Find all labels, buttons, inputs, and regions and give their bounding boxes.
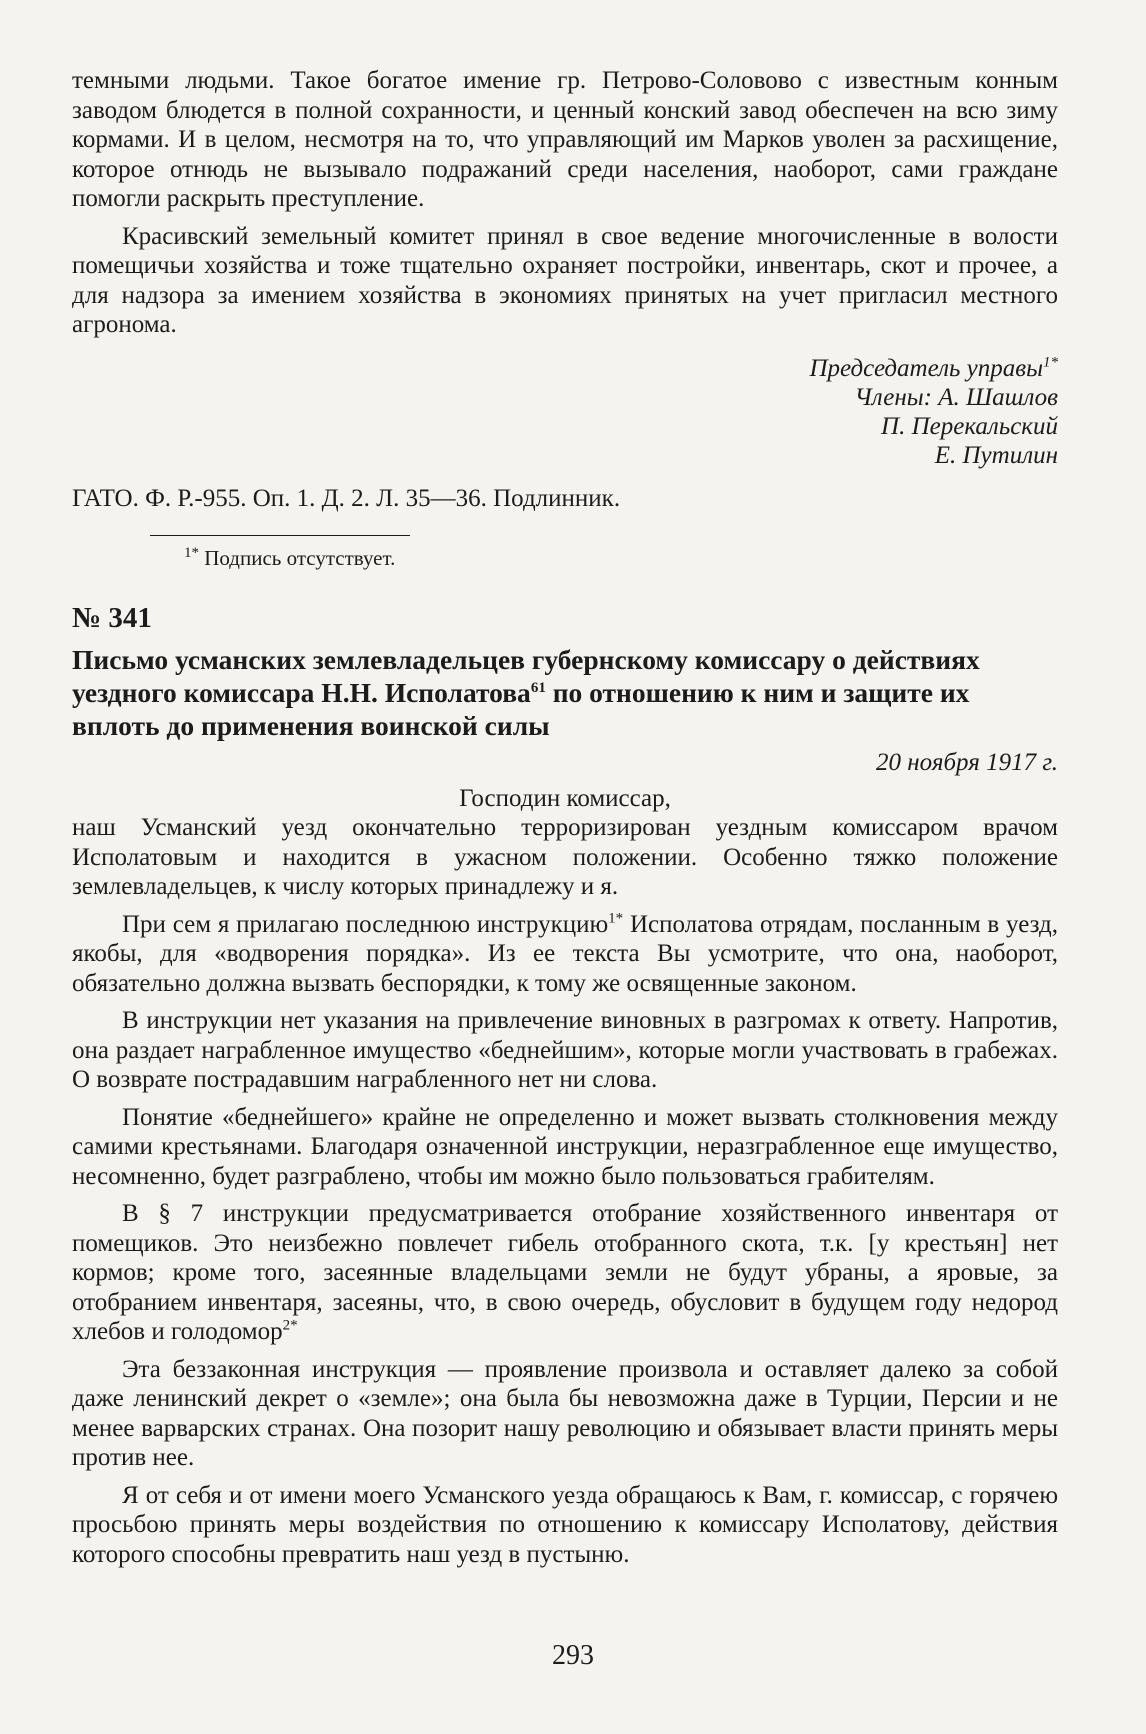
letter-paragraph: Понятие «беднейшего» крайне не определенно и может вызвать столкновения между самими крестьянами. Благодаря означенной инструкции, неразграбленное еще имущество, несомненно, будет разграблено, чтобы им можно было пользоваться грабителям. [72, 1103, 1058, 1190]
page-number: 293 [552, 1640, 594, 1671]
signature-chairman: Председатель управы$^{1*}$ [809, 354, 1058, 382]
letter-paragraph: При сем я прилагаю последнюю инструкцию$^{1*}$ Исполатова отрядам, посланным в уезд, якобы, для «водворения порядка». Из ее текста Вы усмотрите, что она, наоборот, обязательно должна вызвать беспорядки, к тому же освященные законом. [72, 910, 1058, 997]
archive-reference: ГАТО. Ф. Р.-955. Оп. 1. Д. 2. Л. 35—36. Подлинник. [72, 484, 621, 512]
greeting: Господин комиссар, [459, 784, 671, 812]
footnote: $^{1*}$ Подпись отсутствует. [184, 545, 396, 570]
paragraph-continuation: темными людьми. Такое богатое имение гр. Петрово-Соловово с известным конным заводом блюдется в полной сохранности, и ценный конский завод обеспечен на всю зиму кормами. И в целом, несмотря на то, что управляющий им Марков уволен за расхищение, которое отнюдь не вызывало подражаний среди населения, наоборот, сами граждане помогли раскрыть преступление. [72, 67, 1058, 212]
document-number: № 341 [72, 601, 152, 634]
paragraph: Красивский земельный комитет принял в свое ведение многочисленные в волости помещичьи хозяйства и тоже тщательно охраняет постройки, инвентарь, скот и прочее, а для надзора за имением хозяйства в экономиях принятых на учет пригласил местного агронома. [72, 222, 1058, 338]
letter-paragraph: Эта беззаконная инструкция — проявление произвола и оставляет далеко за собой даже ленинский декрет о «земле»; она была бы невозможна даже в Турции, Персии и не менее варварских странах. Она позорит нашу революцию и обязывает власти принять меры против нее. [72, 1355, 1058, 1471]
signature-member: Е. Путилин [934, 441, 1058, 469]
letter-paragraph: наш Усманский уезд окончательно терроризирован уездным комиссаром врачом Исполатовым и находится в ужасном положении. Особенно тяжко положение землевладельцев, к числу которых принадлежу и я. [72, 814, 1058, 900]
document-title: Письмо усманских землевладельцев губернскому комиссару о действиях уездного комиссара Н.Н. Исполатова$^{61}$ по отношению к ним и защите их вплоть до применения воинской силы [72, 644, 980, 741]
document-date: 20 ноября 1917 г. [876, 749, 1058, 776]
document-page [72, 66, 1058, 1569]
signature-member: Члены: А. Шашлов [854, 383, 1058, 411]
letter-paragraph: В инструкции нет указания на привлечение виновных в разгромах к ответу. Напротив, она раздает награбленное имущество «беднейшим», которые могли участвовать в грабежах. О возврате пострадавшим награбленного нет ни слова. [72, 1007, 1058, 1093]
letter-paragraph: В § 7 инструкции предусматривается отобрание хозяйственного инвентаря от помещиков. Это неизбежно повлечет гибель отобранного скота, т.к. [у крестьян] нет кормов; кроме того, засеянные владельцами земли не будут убраны, а яровые, за отобранием инвентаря, засеяны, что, в свою очередь, обусловит в будущем году недород хлебов и голодомор$^{2*}$ [72, 1200, 1058, 1345]
signature-member: П. Перекальский [881, 412, 1058, 440]
footnote-divider [150, 535, 410, 536]
letter-paragraph: Я от себя и от имени моего Усманского уезда обращаюсь к Вам, г. комиссар, с горячею просьбою принять меры воздействия по отношению к комиссару Исполатову, действия которого способны превратить наш уезд в пустыню. [72, 1481, 1058, 1568]
